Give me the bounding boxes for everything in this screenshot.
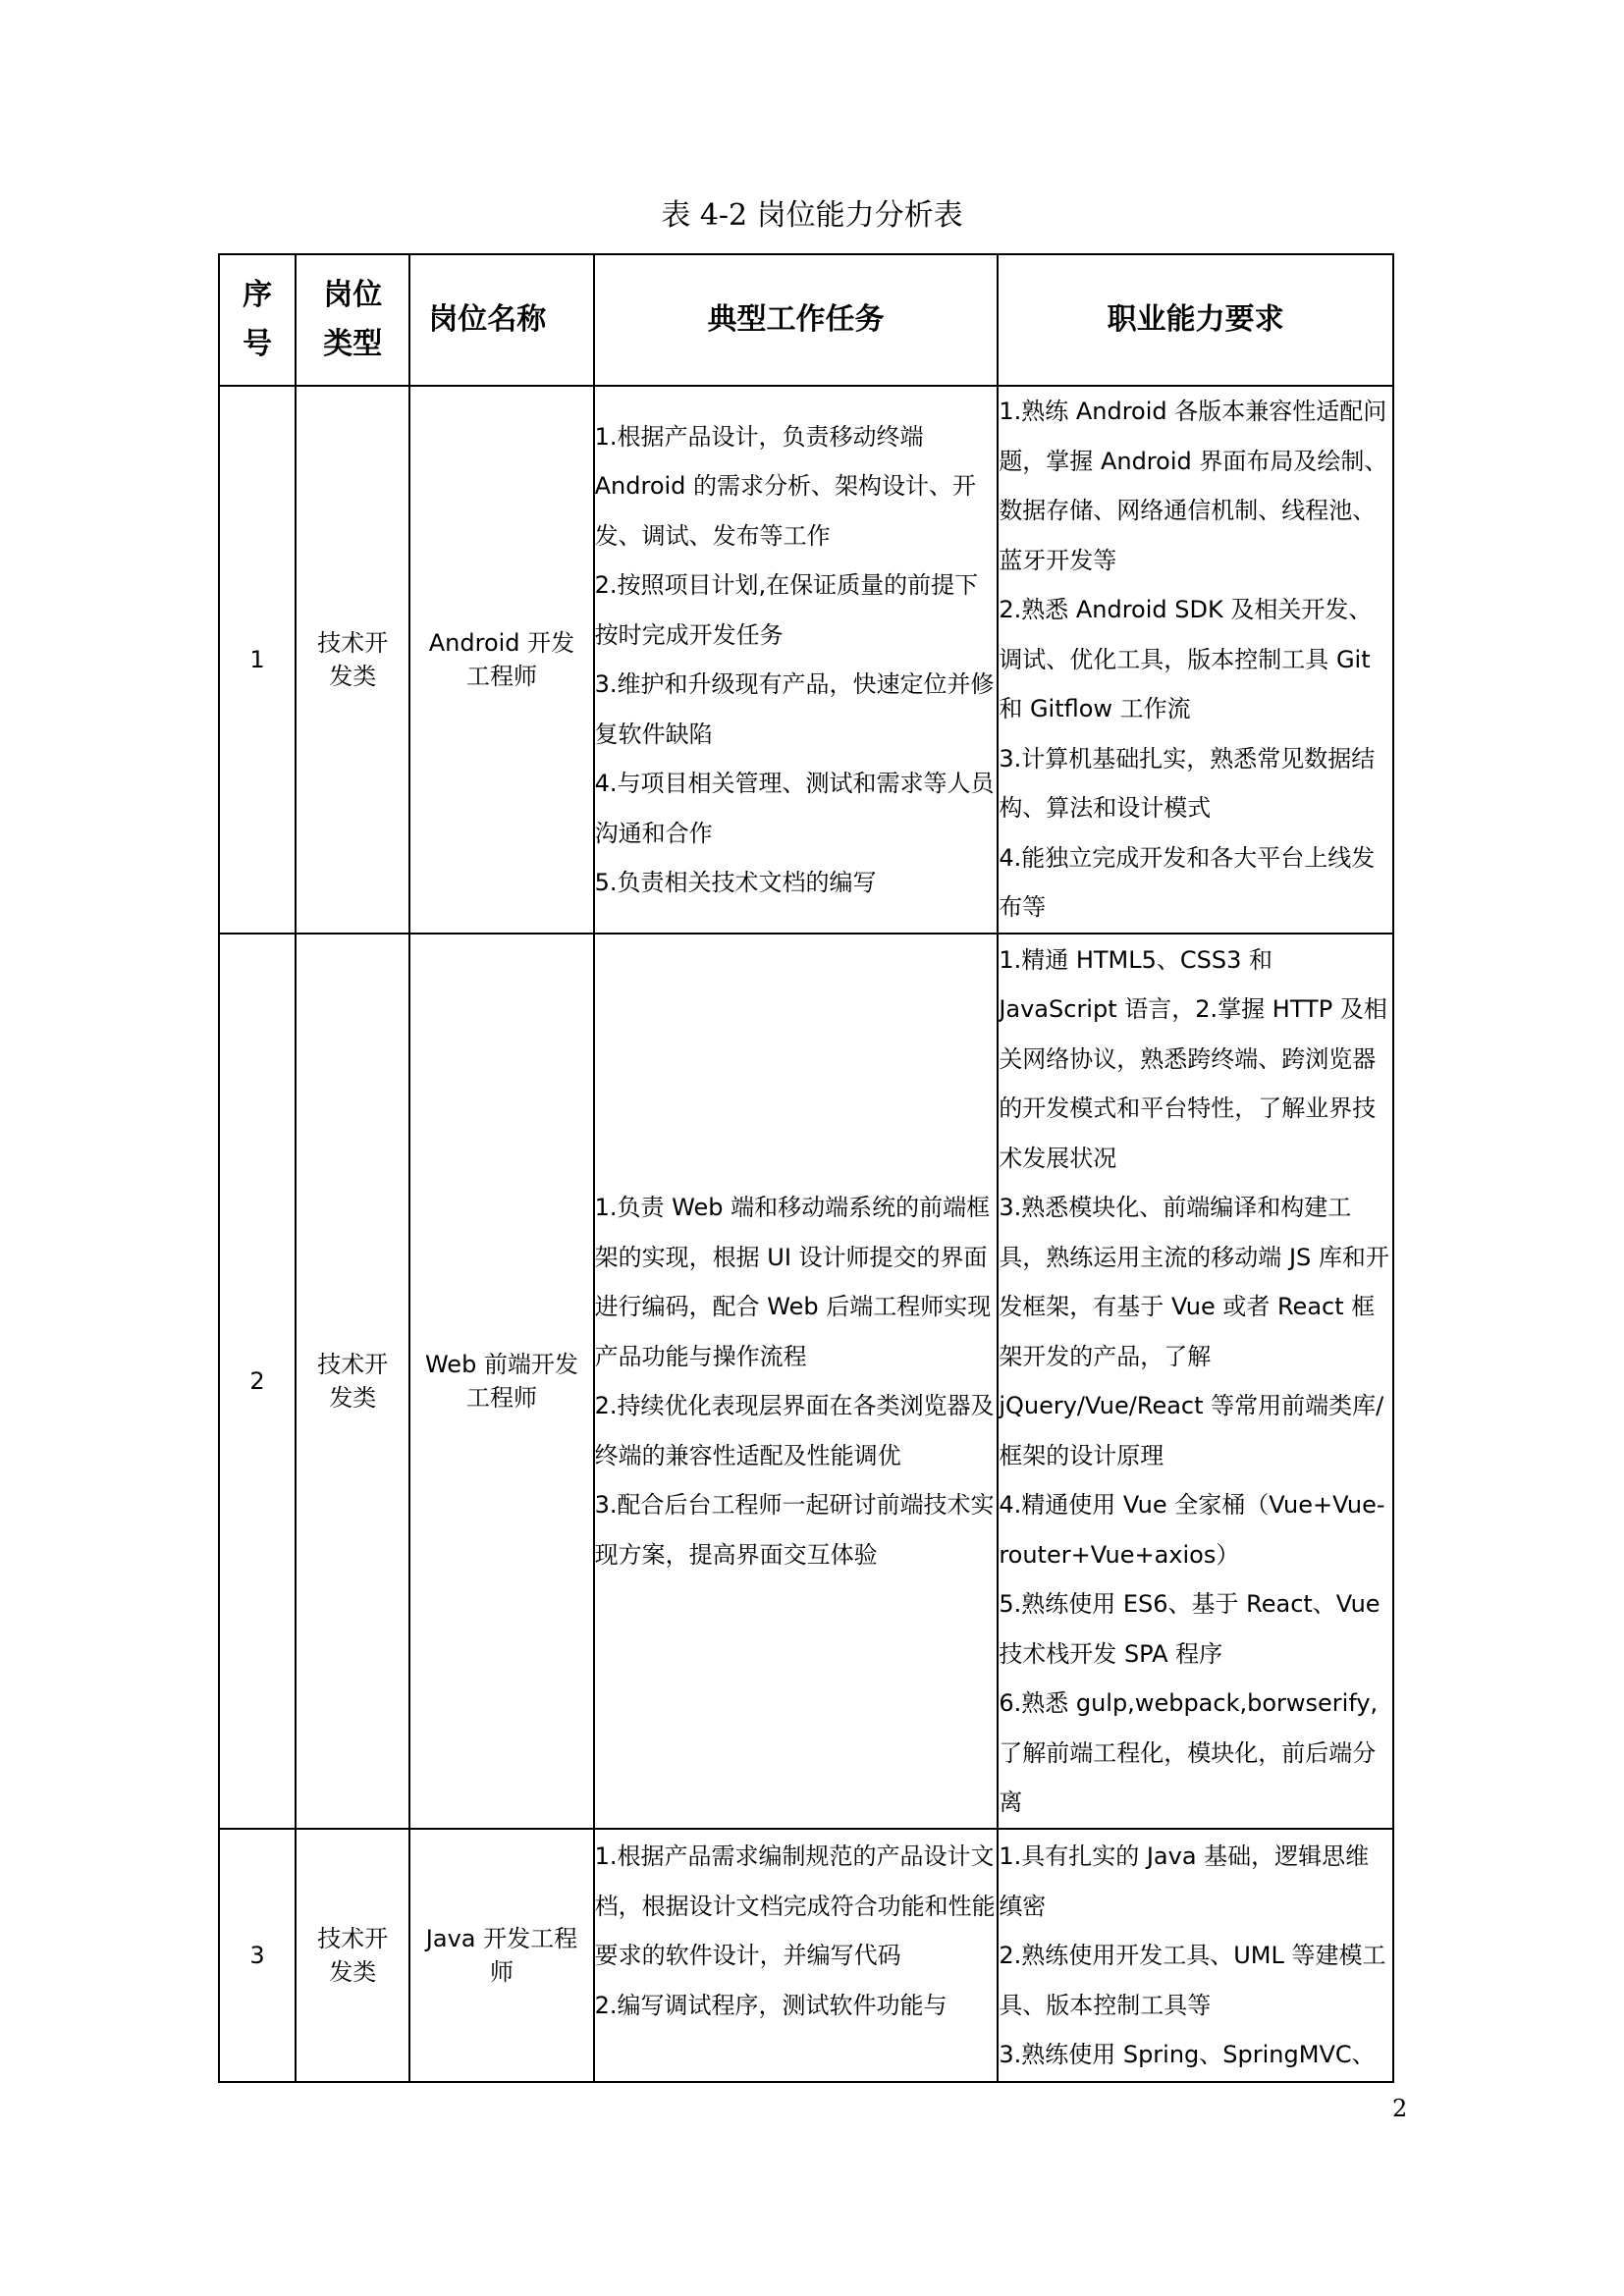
requirement-item: 1.精通 HTML5、CSS3 和 JavaScript 语言，2.掌握 HTTP 及相关网络协议，熟悉跨终端、跨浏览器的开发模式和平台特性，了解业界技术发展状况 — [999, 945, 1387, 1172]
table-caption: 表 4-2 岗位能力分析表 — [661, 198, 963, 233]
task-item: 2.持续优化表现层界面在各类浏览器及终端的兼容性适配及性能调优 — [594, 1392, 995, 1469]
requirement-item: 2.熟练使用开发工具、UML 等建模工具、版本控制工具等 — [999, 1942, 1386, 2019]
table-row — [219, 934, 1393, 1829]
header-tasks: 典型工作任务 — [594, 254, 999, 386]
requirement-item: 3.熟练使用 Spring、SpringMVC、 — [999, 2041, 1376, 2068]
task-item: 2.编写调试程序，测试软件功能与 — [594, 1991, 947, 2019]
ability-requirements — [998, 934, 1393, 1829]
requirement-item: 6.熟悉 gulp,webpack,borwserify,了解前端工程化，模块化，前后端分离 — [999, 1689, 1379, 1816]
ability-requirements — [998, 386, 1393, 934]
job-type: 技术开 发类 — [296, 386, 409, 934]
typical-tasks — [594, 386, 999, 934]
requirement-item: 3.熟悉模块化、前端编译和构建工具，熟练运用主流的移动端 JS 库和开发框架，有基于 Vue 或者 React 框架开发的产品，了解 jQuery/Vue/React 等常用前端类库/框架的设计原理 — [999, 1194, 1389, 1469]
job-type: 技术开 发类 — [296, 934, 409, 1829]
header-type: 岗位 类型 — [296, 254, 409, 386]
requirement-item: 4.精通使用 Vue 全家桶（Vue+Vue-router+Vue+axios） — [999, 1491, 1385, 1569]
row-number: 2 — [219, 934, 296, 1829]
task-item: 1.负责 Web 端和移动端系统的前端框架的实现，根据 UI 设计师提交的界面进行编码，配合 Web 后端工程师实现产品功能与操作流程 — [594, 1194, 992, 1370]
task-item: 3.维护和升级现有产品，快速定位并修复软件缺陷 — [594, 670, 995, 748]
ability-requirements — [998, 1829, 1393, 2082]
table-header-row — [219, 254, 1393, 386]
row-number: 1 — [219, 386, 296, 934]
typical-tasks — [594, 1829, 999, 2082]
page-number: 2 — [1392, 2095, 1408, 2122]
requirement-item: 1.熟练 Android 各版本兼容性适配问题，掌握 Android 界面布局及绘制、数据存储、网络通信机制、线程池、蓝牙开发等 — [999, 398, 1388, 574]
task-item: 1.根据产品需求编制规范的产品设计文档，根据设计文档完成符合功能和性能要求的软件设计，并编写代码 — [594, 1842, 996, 1969]
task-item: 5.负责相关技术文档的编写 — [594, 869, 877, 896]
typical-tasks — [594, 934, 999, 1829]
requirement-item: 4.能独立完成开发和各大平台上线发布等 — [999, 843, 1376, 922]
header-no: 序 号 — [219, 254, 296, 386]
job-type: 技术开 发类 — [296, 1829, 409, 2082]
job-ability-table — [218, 253, 1394, 2083]
task-item: 2.按照项目计划,在保证质量的前提下按时完成开发任务 — [594, 571, 979, 649]
requirement-item: 3.计算机基础扎实，熟悉常见数据结构、算法和设计模式 — [999, 744, 1376, 823]
task-item: 4.与项目相关管理、测试和需求等人员沟通和合作 — [594, 770, 995, 847]
job-title: Web 前端开发 工程师 — [409, 934, 593, 1829]
header-requirements: 职业能力要求 — [998, 254, 1393, 386]
task-item: 3.配合后台工程师一起研讨前端技术实现方案，提高界面交互体验 — [594, 1491, 995, 1569]
table-row — [219, 386, 1393, 934]
job-title: Android 开发 工程师 — [409, 386, 593, 934]
task-item: 1.根据产品设计，负责移动终端 Android 的需求分析、架构设计、开发、调试、发布等工作 — [594, 422, 977, 550]
header-name: 岗位名称 — [409, 254, 593, 386]
requirement-item: 2.熟悉 Android SDK 及相关开发、调试、优化工具，版本控制工具 Git 和 Gitflow 工作流 — [999, 596, 1373, 723]
job-title: Java 开发工程 师 — [409, 1829, 593, 2082]
requirement-item: 5.熟练使用 ES6、基于 React、Vue 技术栈开发 SPA 程序 — [999, 1590, 1380, 1668]
table-row — [219, 1829, 1393, 2082]
requirement-item: 1.具有扎实的 Java 基础，逻辑思维缜密 — [999, 1842, 1370, 1920]
row-number: 3 — [219, 1829, 296, 2082]
